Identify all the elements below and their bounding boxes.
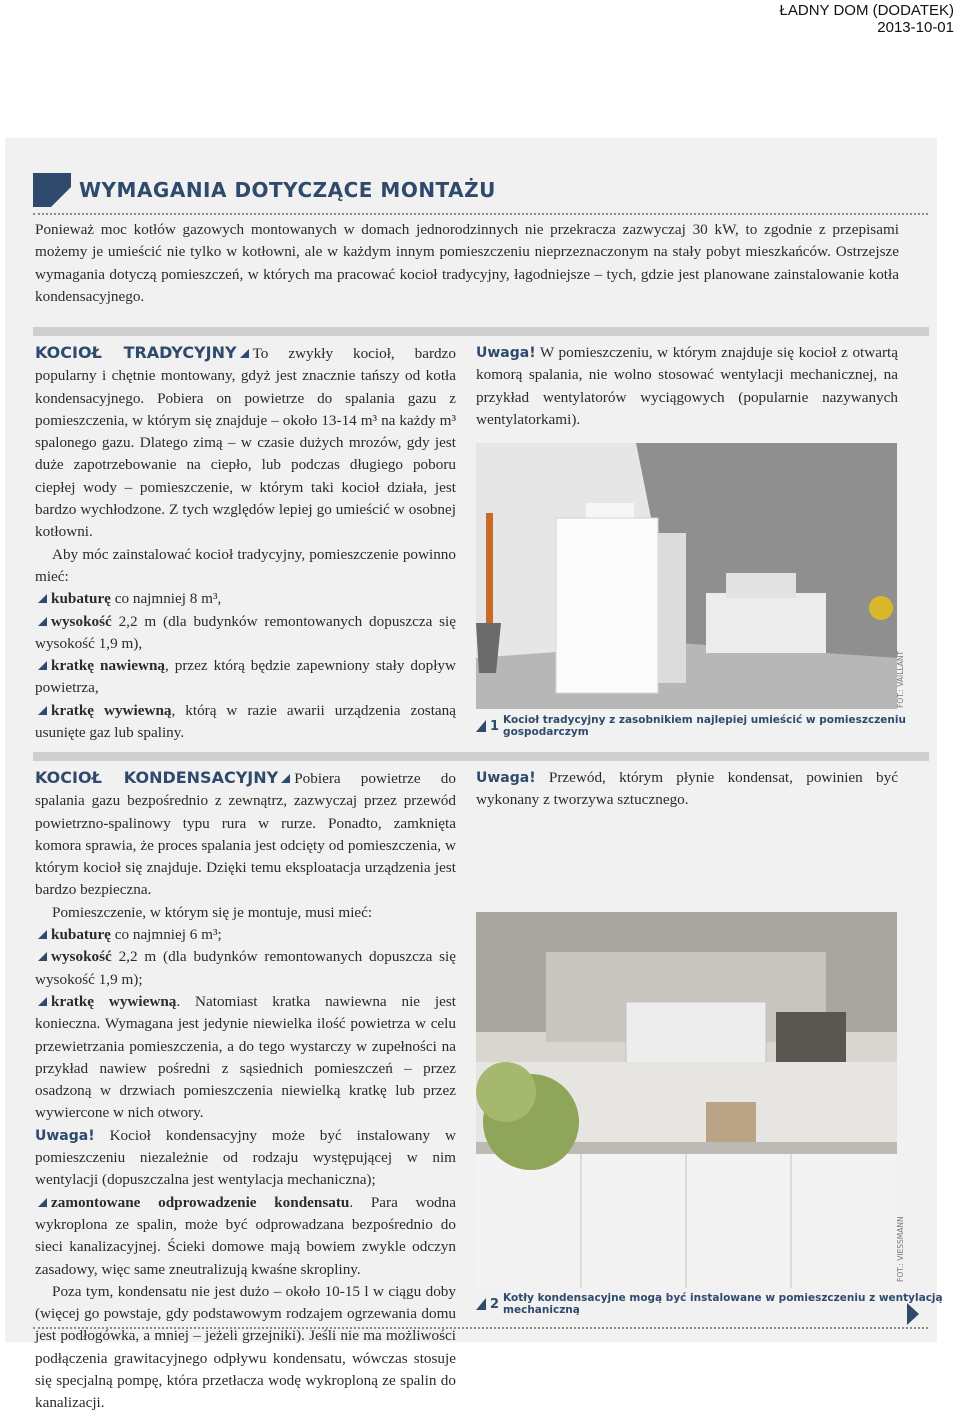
triangle-bullet-icon bbox=[38, 997, 47, 1006]
triangle-bullet-icon bbox=[38, 930, 47, 939]
caption-2 bbox=[476, 1292, 960, 1316]
warning-text: Przewód, którym płynie kondensat, powinien być wykonany z tworzywa sztucznego. bbox=[476, 769, 898, 809]
intro-paragraph: Ponieważ moc kotłów gazowych montowanych w domach jednorodzinnych nie przekracza zazwyczaj 30 kW, to zgodnie z przepisami możemy je umieścić nie tylko w kotłowni, ale w każdym innym pomieszczeniu nieprzeznaczonym na stały pobyt mieszkańców. Ostrzejsze wymagania dotyczą pomieszczeń, w których ma pracować kocioł tradycyjny, łagodniejsze – tych, gdzie jest planowane zainstalowanie kotła kondensacyjnego. bbox=[35, 221, 899, 305]
warning-label: Uwaga! bbox=[35, 1127, 95, 1144]
section-heading bbox=[33, 170, 496, 210]
caption-text: Kotły kondensacyjne mogą być instalowane w pomieszczeniu z wentylacją mechaniczną bbox=[503, 1292, 943, 1316]
triangle-bullet-icon bbox=[240, 349, 249, 358]
list-item: kubaturę co najmniej 6 m³; bbox=[35, 924, 456, 946]
list-item: zamontowane odprowadzenie kondensatu. Para wodna wykroplona ze spalin, może być odprowadzana bezpośrednio do sieci kanalizacyjnej. Ścieki domowe mają bowiem zwykle odczyn zasadowy, więc same zneutralizują kwaśne skropliny. bbox=[35, 1193, 456, 1278]
triangle-bullet-icon bbox=[281, 774, 290, 783]
condensing-title: KOCIOŁ KONDENSACYJNY bbox=[35, 768, 279, 787]
boiler-room-photo bbox=[476, 443, 897, 709]
caption-number: 1 bbox=[490, 718, 500, 734]
list-item: kratkę wywiewną. Natomiast kratka nawiewna nie jest konieczna. Wymagana jest jedynie niewielka ilość powietrza w celu przewietrzania pomieszczenia, a do tego wystarczy w zupełności na przykład nawiew pośredni z sąsiednich pomieszczeń – przez osadzoną w drzwiach pomieszczenia niewielką kratkę lub przez wywiercone w nich otwory. bbox=[35, 992, 456, 1122]
triangle-bullet-icon bbox=[38, 617, 47, 626]
condensing-paragraph-1: Pobiera powietrze do spalania gazu bezpośrednio z zewnątrz, zazwyczaj przez przewód powietrzno-spalinowy typu rura w rurze. Ponadto, zamknięta komora sprawia, że proces spalania jest odcięty od pomieszczenia, w którym kocioł się znajduje. Dzięki temu eksploatacja urządzenia jest bardzo bezpieczna. bbox=[35, 770, 456, 899]
next-page-arrow-icon bbox=[907, 1303, 919, 1325]
condensing-paragraph-2: Pomieszczenie, w którym się je montuje, musi mieć: bbox=[52, 903, 373, 921]
traditional-column bbox=[35, 342, 456, 744]
document-header bbox=[780, 2, 954, 36]
divider bbox=[33, 213, 928, 215]
triangle-bullet-icon bbox=[38, 1198, 47, 1207]
condensing-right-column bbox=[476, 767, 898, 812]
condensing-paragraph-3: Poza tym, kondensatu nie jest dużo – około 10-15 l w ciągu doby (więcej go powstaje, gdy podstawowym rodzajem ogrzewania domu jest podłogówka, a mniej – jeżeli grzejniki). Jeśli nie ma możliwości podłączenia grawitacyjnego odpływu kondensatu, wówczas stosuje się specjalną pompę, która przetłacza wodę wykroploną ze spalin do kanalizacji. bbox=[35, 1282, 456, 1412]
caption-1 bbox=[476, 714, 960, 738]
list-item: kratkę wywiewną, którą w razie awarii urządzenia zostaną usunięte gaz lub spaliny. bbox=[35, 701, 456, 742]
condensing-column: KOCIOŁ KONDENSACYJNY Pobiera powietrze do spalania gazu bezpośrednio z zewnątrz, zazwyczaj przez przewód powietrzno-spalinowy typu rura w rurze. Ponadto, zamknięta komora sprawia, że proces spalania jest odcięty od pomieszczenia, w którym kocioł się znajduje. Dzięki temu eksploatacja urządzenia jest bardzo bezpieczna. Pomieszczenie, w którym się je montuje, musi mieć: kubaturę co najmniej 6 m³; wysokość 2,2 m (dla budynków remontowanych dopuszcza się wysokość 1,9 m); kratkę wywiewną. Natomiast kratka nawiewna nie jest konieczna. Wymagana jest jedynie niewielka ilość powietrza w celu przewietrzania pomieszczenia, a do tego wystarczy w zupełności na przykład nawiew pośredni z sąsiednich pomieszczeń – przez osadzoną w drzwiach pomieszczenia niewielką kratkę lub przez wywiercone w nich otwory. Uwaga! Kocioł kondensacyjny może być instalowany w pomieszczeniu niezależnie od rodzaju występującej w nim wentylacji (dopuszczalna jest wentylacja mechaniczna); zamontowane odprowadzenie kondensatu. Para wodna wykroplona ze spalin, może być odprowadzana bezpośrednio do sieci kanalizacyjnej. Ścieki domowe mają bowiem zwykle odczyn zasadowy, więc same zneutralizują kwaśne skropliny. Poza tym, kondensatu nie jest dużo – około 10-15 l w ciągu doby (więcej go powstaje, gdy podstawowym rodzajem ogrzewania domu jest podłogówka, a mniej – jeżeli grzejniki). Jeśli nie ma możliwości podłączenia grawitacyjnego odpływu kondensatu, wówczas stosuje się specjalną pompę, która przetłacza wodę wykroploną ze spalin do kanalizacji. bbox=[35, 767, 456, 1415]
photo-credit-1: FOT.: VAILLANT bbox=[896, 650, 905, 708]
publication-name: ŁADNY DOM (DODATEK) bbox=[779, 2, 954, 19]
kitchen-photo bbox=[476, 912, 897, 1288]
list-item: kratkę nawiewną, przez którą będzie zapewniony stały dopływ powietrza, bbox=[35, 657, 456, 697]
traditional-warning bbox=[476, 342, 898, 431]
caption-number: 2 bbox=[490, 1296, 500, 1312]
section-title: WYMAGANIA DOTYCZĄCE MONTAŻU bbox=[79, 178, 496, 202]
traditional-paragraph-1: To zwykły kocioł, bardzo popularny i chętnie montowany, gdyż jest znacznie tańszy od kotła kondensacyjnego. Pobiera on powietrze do spalania gazu z pomieszczenia, w którym się znajduje – około 13-14 m³ na każdy m³ spalonego gazu. Dlatego zimą – w czasie dużych mrozów, gdy jest duże zapotrzebowanie na ciepło, lub podczas długiego poboru ciepłej wody – pomieszczenie, w którym taki kocioł działa, jest bardzo wychłodzone. Z tych względów lepiej go umieścić w osobnej kotłowni. bbox=[35, 345, 456, 541]
triangle-bullet-icon bbox=[38, 594, 47, 603]
heading-marker-icon bbox=[33, 173, 71, 207]
caption-marker-icon bbox=[476, 1298, 486, 1310]
list-item: kubaturę co najmniej 8 m³, bbox=[35, 588, 456, 610]
list-item: wysokość 2,2 m (dla budynków remontowanych dopuszcza się wysokość 1,9 m); bbox=[35, 948, 456, 988]
traditional-paragraph-2: Aby móc zainstalować kocioł tradycyjny, pomieszczenie powinno mieć: bbox=[35, 545, 456, 585]
warning-label: Uwaga! bbox=[476, 345, 536, 361]
triangle-bullet-icon bbox=[38, 706, 47, 715]
warning-text: W pomieszczeniu, w którym znajduje się kocioł z otwartą komorą spalania, nie wolno stosować wentylacji mechanicznej, na przykład wentylatorów wyciągowych (popularnie nazywanych wentylatorkami). bbox=[476, 344, 898, 428]
list-item: wysokość 2,2 m (dla budynków remontowanych dopuszcza się wysokość 1,9 m), bbox=[35, 612, 456, 652]
triangle-bullet-icon bbox=[38, 661, 47, 670]
bottom-divider bbox=[33, 1327, 928, 1329]
traditional-title: KOCIOŁ TRADYCYJNY bbox=[35, 343, 237, 362]
publication-date: 2013-10-01 bbox=[877, 19, 954, 36]
triangle-bullet-icon bbox=[38, 952, 47, 961]
caption-marker-icon bbox=[476, 720, 486, 732]
section-bar bbox=[33, 752, 929, 761]
warning-label: Uwaga! bbox=[476, 770, 536, 786]
photo-credit-2: FOT.: VIESSMANN bbox=[896, 1216, 905, 1282]
caption-text: Kocioł tradycyjny z zasobnikiem najlepiej umieścić w pomieszczeniu gospodarczym bbox=[503, 714, 906, 738]
section-bar bbox=[33, 327, 929, 336]
